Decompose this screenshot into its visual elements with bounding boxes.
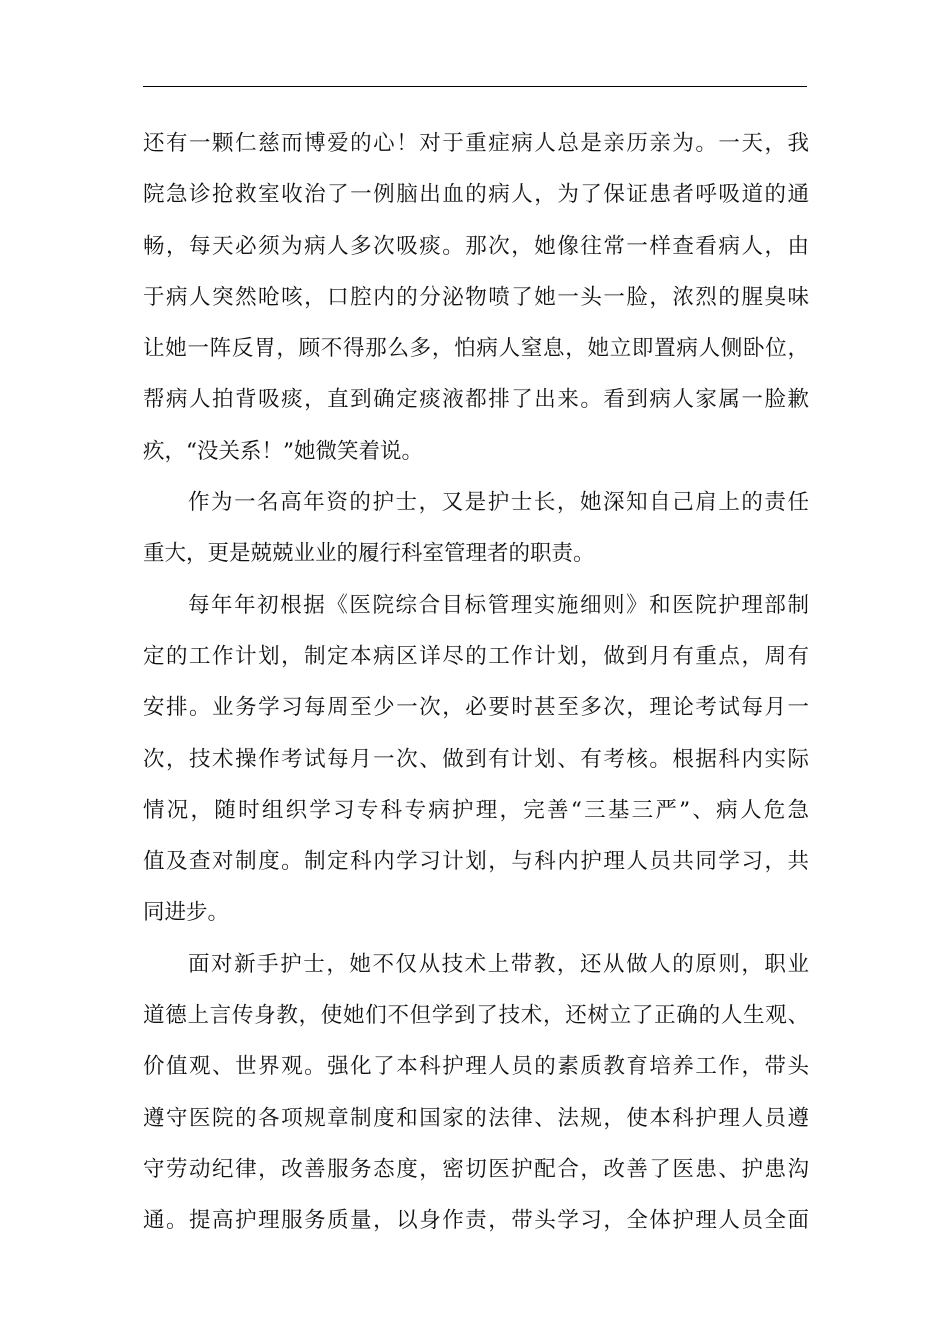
text-line: 同进步。 [143,900,230,926]
document-body [143,118,809,1247]
text-line: 安排。业务学习每周至少一次，必要时甚至多次，理论考试每月一 [143,695,809,721]
paragraph-first-line: 每年年初根据《医院综合目标管理实施细则》和医院护理部制 [188,592,809,618]
paragraph-first-line: 面对新手护士，她不仅从技术上带教，还从做人的原则，职业 [188,951,809,977]
text-line: 道德上言传身教，使她们不但学到了技术，还树立了正确的人生观、 [143,1003,809,1029]
text-line: 让她一阵反胃，顾不得那么多，怕病人窒息，她立即置病人侧卧位， [143,336,809,362]
text-line: 还有一颗仁慈而博爱的心！对于重症病人总是亲历亲为。一天，我 [143,131,809,156]
text-line: 守劳动纪律，改善服务态度，密切医护配合，改善了医患、护患沟 [143,1156,809,1182]
text-line: 疚，“没关系！”她微笑着说。 [143,438,423,464]
text-line: 值及查对制度。制定科内学习计划，与科内护理人员共同学习，共 [143,849,809,875]
text-line: 帮病人拍背吸痰，直到确定痰液都排了出来。看到病人家属一脸歉 [143,387,809,413]
text-line: 重大，更是兢兢业业的履行科室管理者的职责。 [143,541,595,567]
text-line: 次，技术操作考试每月一次、做到有计划、有考核。根据科内实际 [143,746,809,772]
text-line: 院急诊抢救室收治了一例脑出血的病人，为了保证患者呼吸道的通 [143,182,809,208]
text-line: 通。提高护理服务质量，以身作责，带头学习，全体护理人员全面 [143,1208,809,1234]
paragraph-first-line: 作为一名高年资的护士，又是护士长，她深知自己肩上的责任 [188,490,809,516]
header-rule [143,86,807,87]
text-line: 情况，随时组织学习专科专病护理，完善“三基三严”、病人危急 [143,797,809,823]
text-line: 价值观、世界观。强化了本科护理人员的素质教育培养工作，带头 [143,1054,809,1080]
text-line: 于病人突然呛咳，口腔内的分泌物喷了她一头一脸，浓烈的腥臭味 [143,284,809,310]
text-line: 遵守医院的各项规章制度和国家的法律、法规，使本科护理人员遵 [143,1105,809,1131]
text-line: 定的工作计划，制定本病区详尽的工作计划，做到月有重点，周有 [143,643,809,669]
text-line: 畅，每天必须为病人多次吸痰。那次，她像往常一样查看病人，由 [143,233,809,259]
